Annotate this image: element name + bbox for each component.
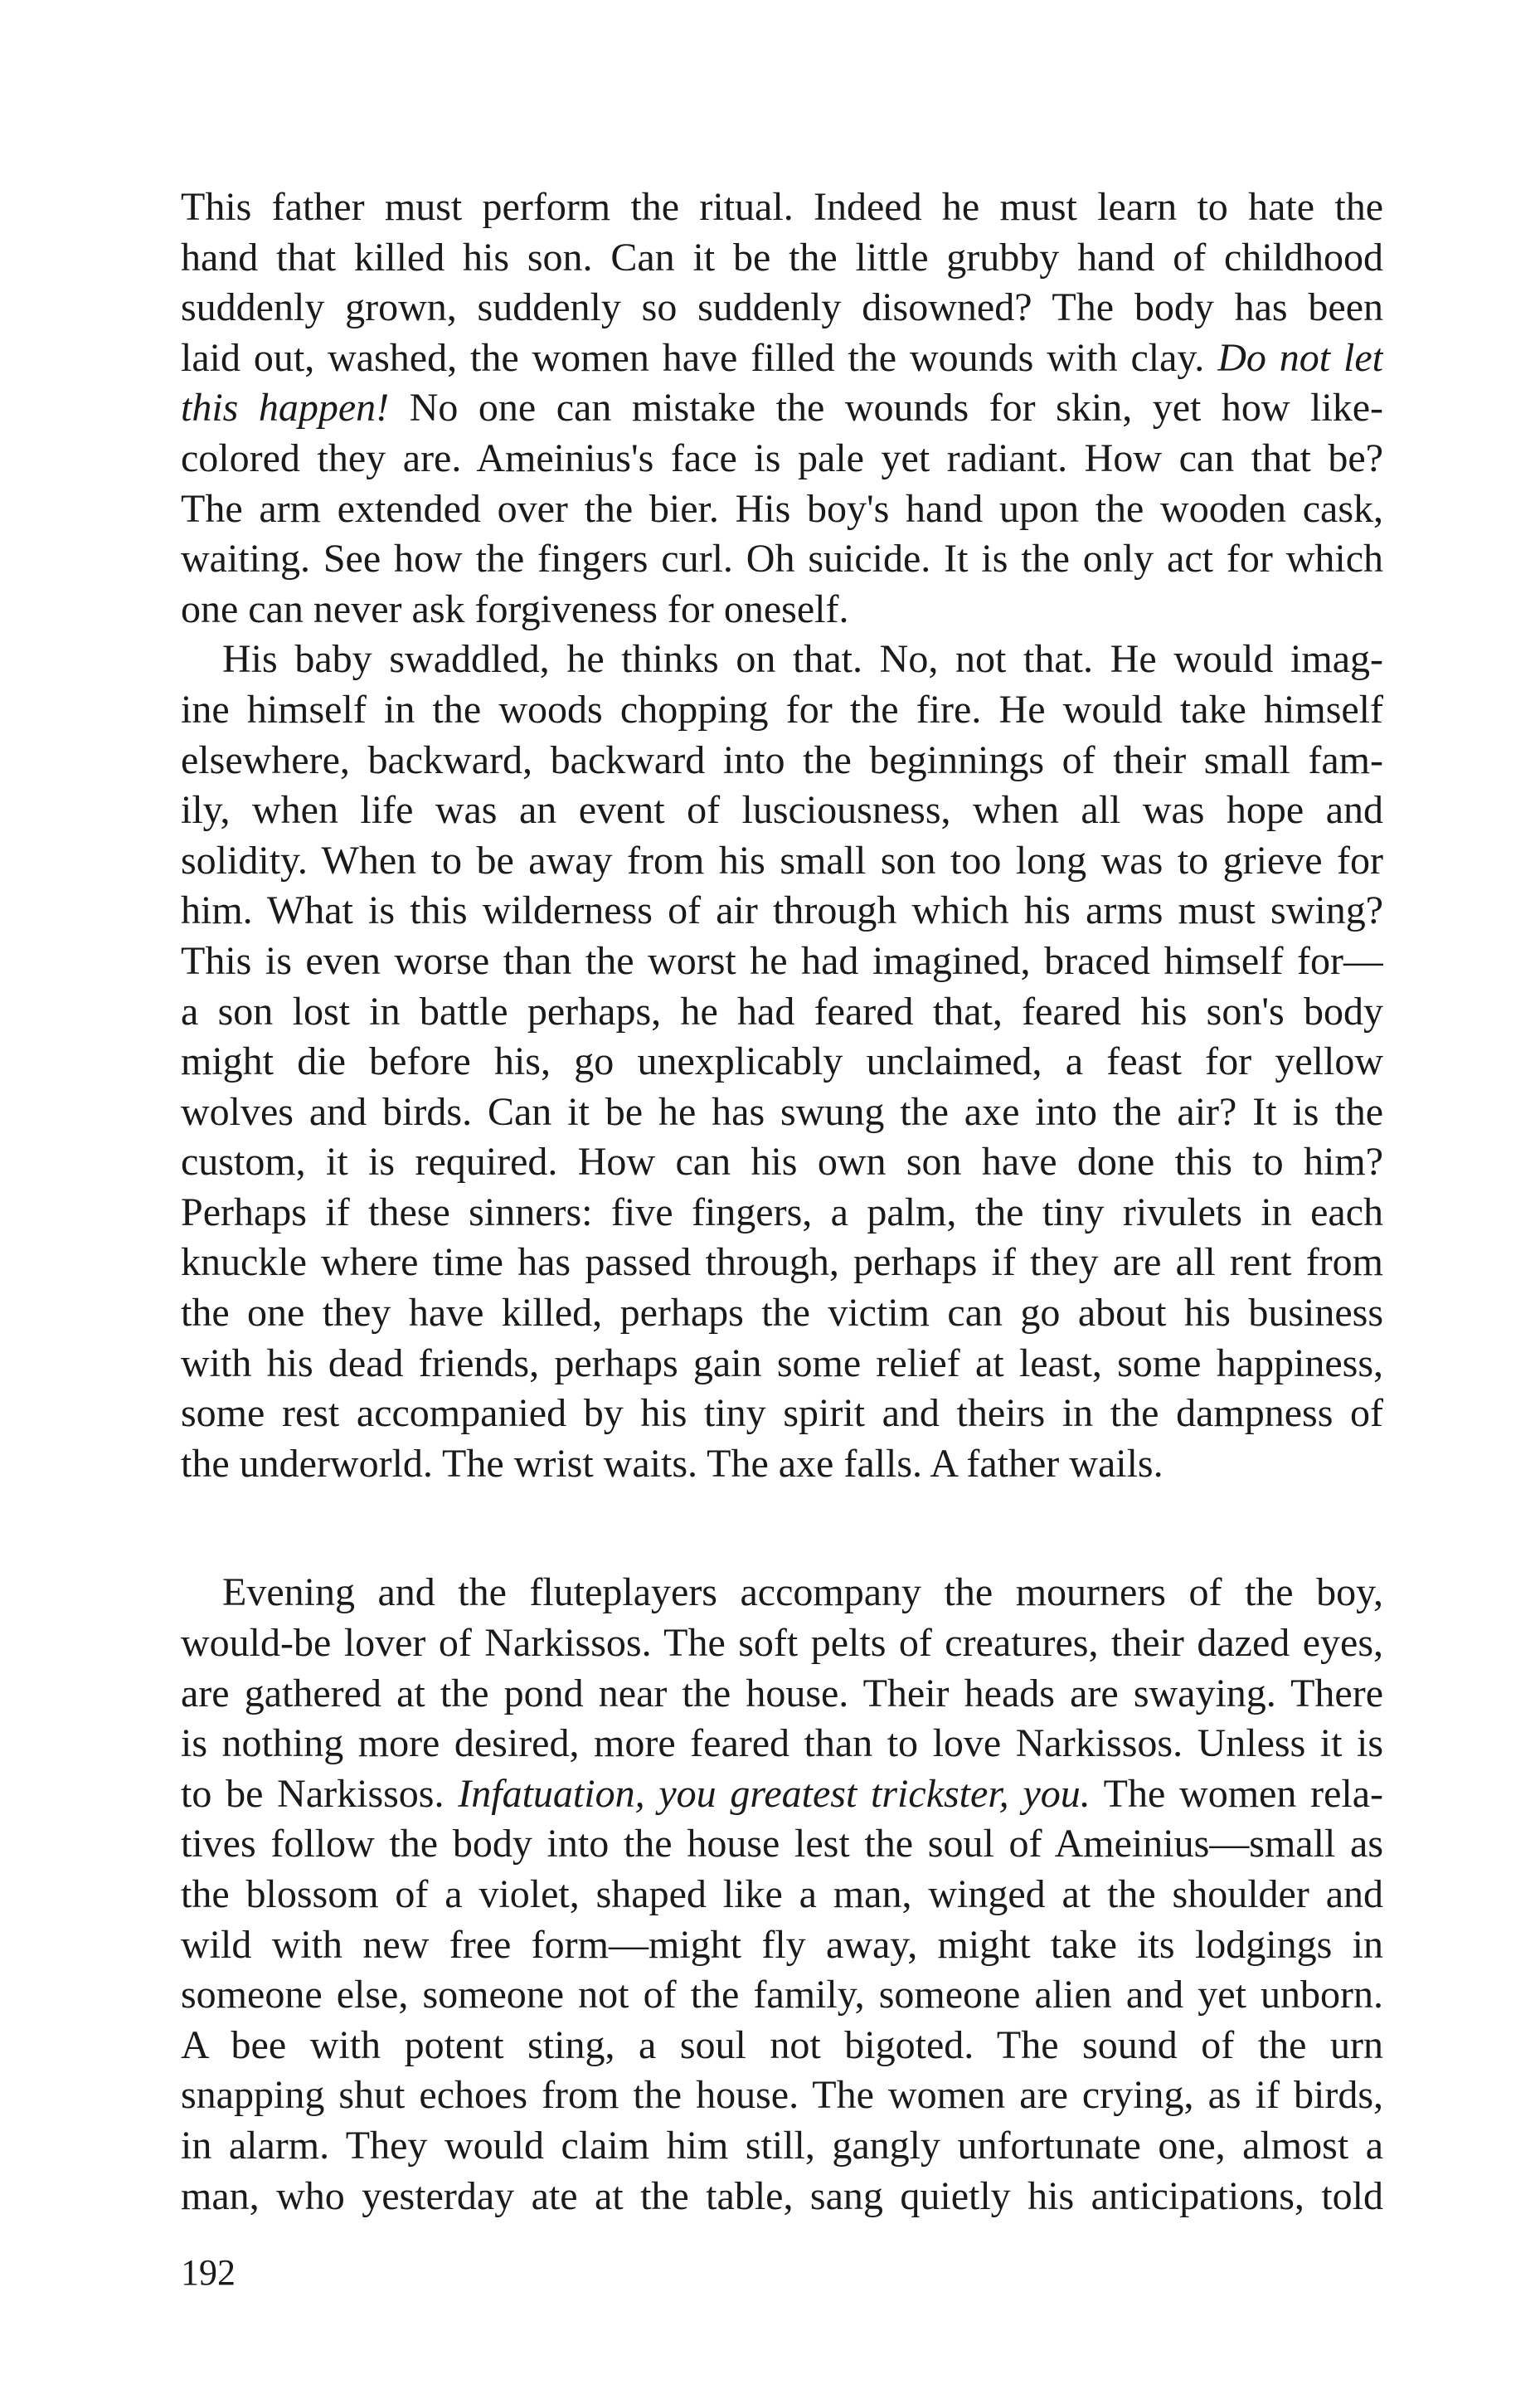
text-line: tives follow the body into the house lest the soul of Ameinius—small as: [181, 1822, 1383, 1866]
paragraph-2: [181, 635, 1383, 1489]
text-line: would-be lover of Narkissos. The soft pelts of creatures, their dazed eyes,: [181, 1621, 1383, 1666]
italic-phrase: this happen!: [181, 386, 390, 431]
text-line: colored they are. Ameinius's face is pale yet radiant. How can that be?: [181, 436, 1383, 480]
text-line: ily, when life was an event of lusciousness, when all was hope and: [181, 788, 1383, 833]
text-run: No one can mistake the wounds for skin, yet how like-: [409, 386, 1383, 431]
text-line: wild with new free form—might fly away, might take its lodgings in: [181, 1922, 1383, 1967]
text-line: A bee with potent sting, a soul not bigoted. The sound of the urn: [181, 2022, 1383, 2067]
text-line: Perhaps if these sinners: five fingers, a palm, the tiny rivulets in each: [181, 1190, 1383, 1234]
text-line: elsewhere, backward, backward into the beginnings of their small fam-: [181, 737, 1383, 782]
text-line: some rest accompanied by his tiny spirit and theirs in the dampness of: [181, 1391, 1383, 1436]
text-line: solidity. When to be away from his small son too long was to grieve for: [181, 838, 1383, 883]
text-line: might die before his, go unexplicably unclaimed, a feast for yellow: [181, 1039, 1383, 1084]
text-line: hand that killed his son. Can it be the little grubby hand of childhood: [181, 235, 1383, 280]
text-run: laid out, washed, the women have filled the wounds with clay.: [181, 335, 1205, 380]
paragraph-3: [181, 1568, 1383, 2221]
text-line: waiting. See how the fingers curl. Oh suicide. It is the only act for which: [181, 537, 1383, 582]
text-line: [181, 1769, 1383, 1820]
text-line: in alarm. They would claim him still, gangly unfortunate one, almost a: [181, 2123, 1383, 2168]
text-line: the blossom of a violet, shaped like a man, winged at the shoulder and: [181, 1872, 1383, 1916]
text-line: knuckle where time has passed through, perhaps if they are all rent from: [181, 1240, 1383, 1285]
text-line: custom, it is required. How can his own son have done this to him?: [181, 1140, 1383, 1185]
text-line: Evening and the fluteplayers accompany the mourners of the boy,: [222, 1570, 1383, 1615]
text-run: The women rela-: [1103, 1771, 1383, 1816]
italic-phrase: Do not let: [1217, 335, 1383, 380]
text-line: with his dead friends, perhaps gain some relief at least, some happiness,: [181, 1341, 1383, 1385]
text-line: man, who yesterday ate at the table, sang quietly his anticipations, told: [181, 2173, 1383, 2218]
text-line: are gathered at the pond near the house. Their heads are swaying. There: [181, 1671, 1383, 1715]
text-line: The arm extended over the bier. His boy's hand upon the wooden cask,: [181, 486, 1383, 531]
text-line: one can never ask forgiveness for oneself.: [181, 586, 849, 631]
text-run: to be Narkissos.: [181, 1771, 445, 1816]
text-line: snapping shut echoes from the house. The women are crying, as if birds,: [181, 2073, 1383, 2118]
text-line: someone else, someone not of the family, someone alien and yet unborn.: [181, 1973, 1383, 2017]
paragraph-1: [181, 182, 1383, 635]
text-line: wolves and birds. Can it be he has swung the axe into the air? It is the: [181, 1089, 1383, 1134]
italic-phrase: Infatuation, you greatest trickster, you.: [458, 1771, 1091, 1816]
text-line: a son lost in battle perhaps, he had feared that, feared his son's body: [181, 989, 1383, 1034]
text-line: suddenly grown, suddenly so suddenly disowned? The body has been: [181, 285, 1383, 330]
text-line: the underworld. The wrist waits. The axe falls. A father wails.: [181, 1441, 1164, 1486]
text-line: [181, 333, 1383, 384]
text-line: ine himself in the woods chopping for the fire. He would take himself: [181, 687, 1383, 732]
text-line: This father must perform the ritual. Indeed he must learn to hate the: [181, 185, 1383, 229]
text-line: the one they have killed, perhaps the victim can go about his business: [181, 1291, 1383, 1336]
text-line: is nothing more desired, more feared than to love Narkissos. Unless it is: [181, 1721, 1383, 1766]
text-line: him. What is this wilderness of air through which his arms must swing?: [181, 888, 1383, 933]
text-line: His baby swaddled, he thinks on that. No, not that. He would imag-: [222, 637, 1383, 682]
page-body: [181, 182, 1383, 2221]
text-line: This is even worse than the worst he had imagined, braced himself for—: [181, 938, 1383, 983]
page-number: 192: [181, 2252, 236, 2293]
text-line: [181, 383, 1383, 434]
section-break: [181, 1489, 1383, 1568]
